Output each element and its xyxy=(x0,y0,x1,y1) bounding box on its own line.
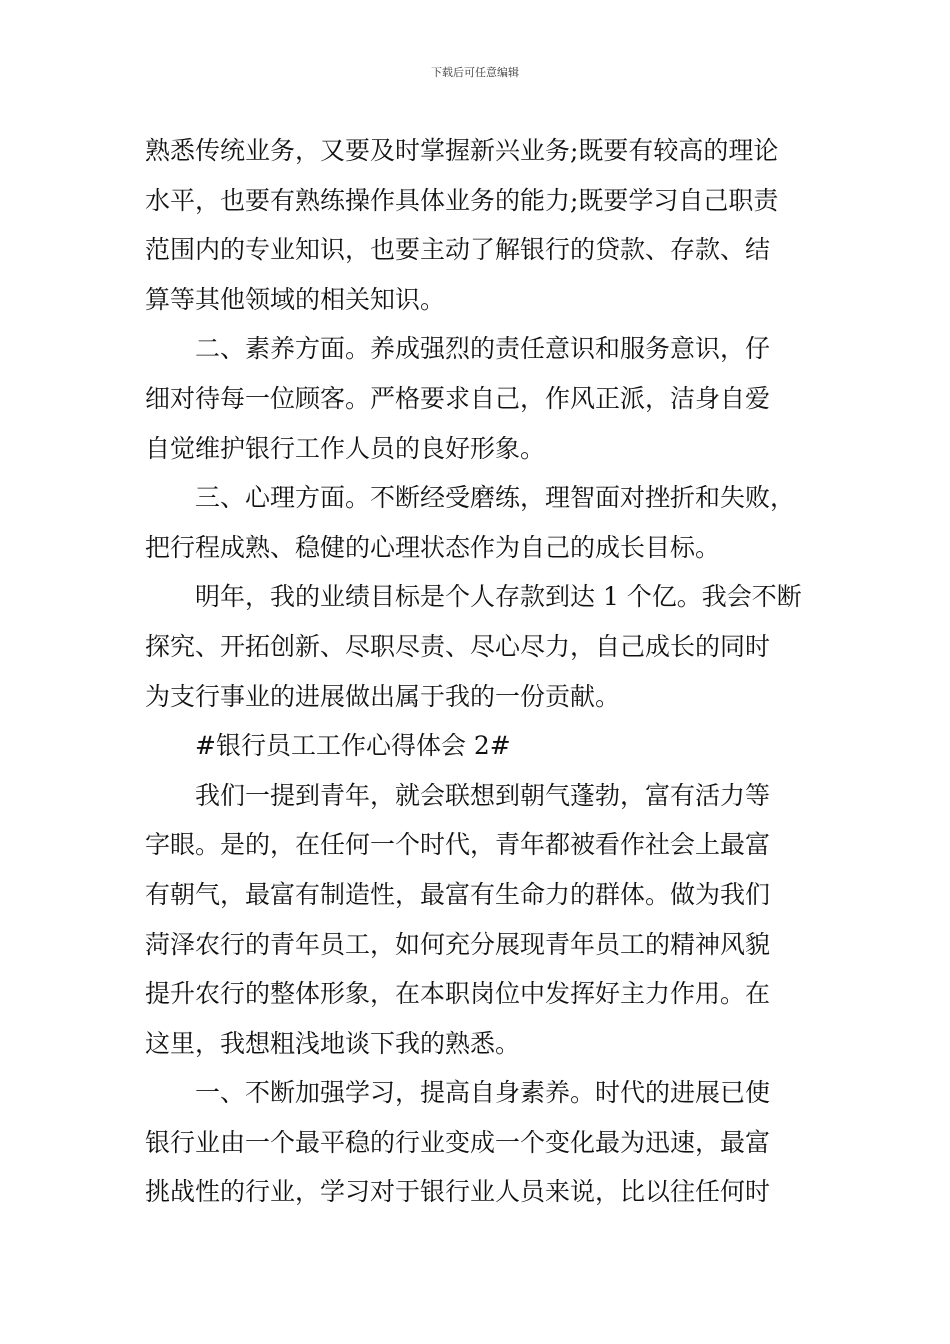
text-line: 一、不断加强学习，提高自身素养。时代的进展已使 xyxy=(195,1078,771,1108)
text-line: 二、素养方面。养成强烈的责任意识和服务意识，仔 xyxy=(195,334,771,364)
document-body xyxy=(145,126,815,1217)
text-line: 这里，我想粗浅地谈下我的熟悉。 xyxy=(145,1028,521,1058)
text-line: 银行业由一个最平稳的行业变成一个变化最为迅速，最富 xyxy=(145,1127,771,1157)
text-line: 探究、开拓创新、尽职尽责、尽心尽力，自己成长的同时 xyxy=(145,631,771,661)
text-line: 提升农行的整体形象，在本职岗位中发挥好主力作用。在 xyxy=(145,979,771,1009)
text-line: 我们一提到青年，就会联想到朝气蓬勃，富有活力等 xyxy=(195,780,771,810)
text-line: 范围内的专业知识，也要主动了解银行的贷款、存款、结 xyxy=(145,235,771,265)
text-line: 字眼。是的，在任何一个时代，青年都被看作社会上最富 xyxy=(145,830,771,860)
text-line: 挑战性的行业，学习对于银行业人员来说，比以往任何时 xyxy=(145,1177,771,1207)
text-line: 自觉维护银行工作人员的良好形象。 xyxy=(145,433,546,463)
text-line: 明年，我的业绩目标是个人存款到达 1 个亿。我会不断 xyxy=(195,582,802,612)
text-line: 为支行事业的进展做出属于我的一份贡献。 xyxy=(145,681,621,711)
section-heading: #银行员工工作心得体会 2# xyxy=(195,731,511,761)
page-header: 下载后可任意编辑 xyxy=(431,66,519,79)
text-line: 菏泽农行的青年员工，如何充分展现青年员工的精神风貌 xyxy=(145,929,771,959)
text-line: 三、心理方面。不断经受磨练，理智面对挫折和失败， xyxy=(195,483,796,513)
text-line: 把行程成熟、稳健的心理状态作为自己的成长目标。 xyxy=(145,532,721,562)
text-line: 算等其他领域的相关知识。 xyxy=(145,284,446,314)
text-line: 水平，也要有熟练操作具体业务的能力;既要学习自己职责 xyxy=(145,185,779,215)
text-line: 熟悉传统业务，又要及时掌握新兴业务;既要有较高的理论 xyxy=(145,136,779,165)
text-line: 细对待每一位顾客。严格要求自己，作风正派，洁身自爱 xyxy=(145,383,771,413)
text-line: 有朝气，最富有制造性，最富有生命力的群体。做为我们 xyxy=(145,879,771,909)
